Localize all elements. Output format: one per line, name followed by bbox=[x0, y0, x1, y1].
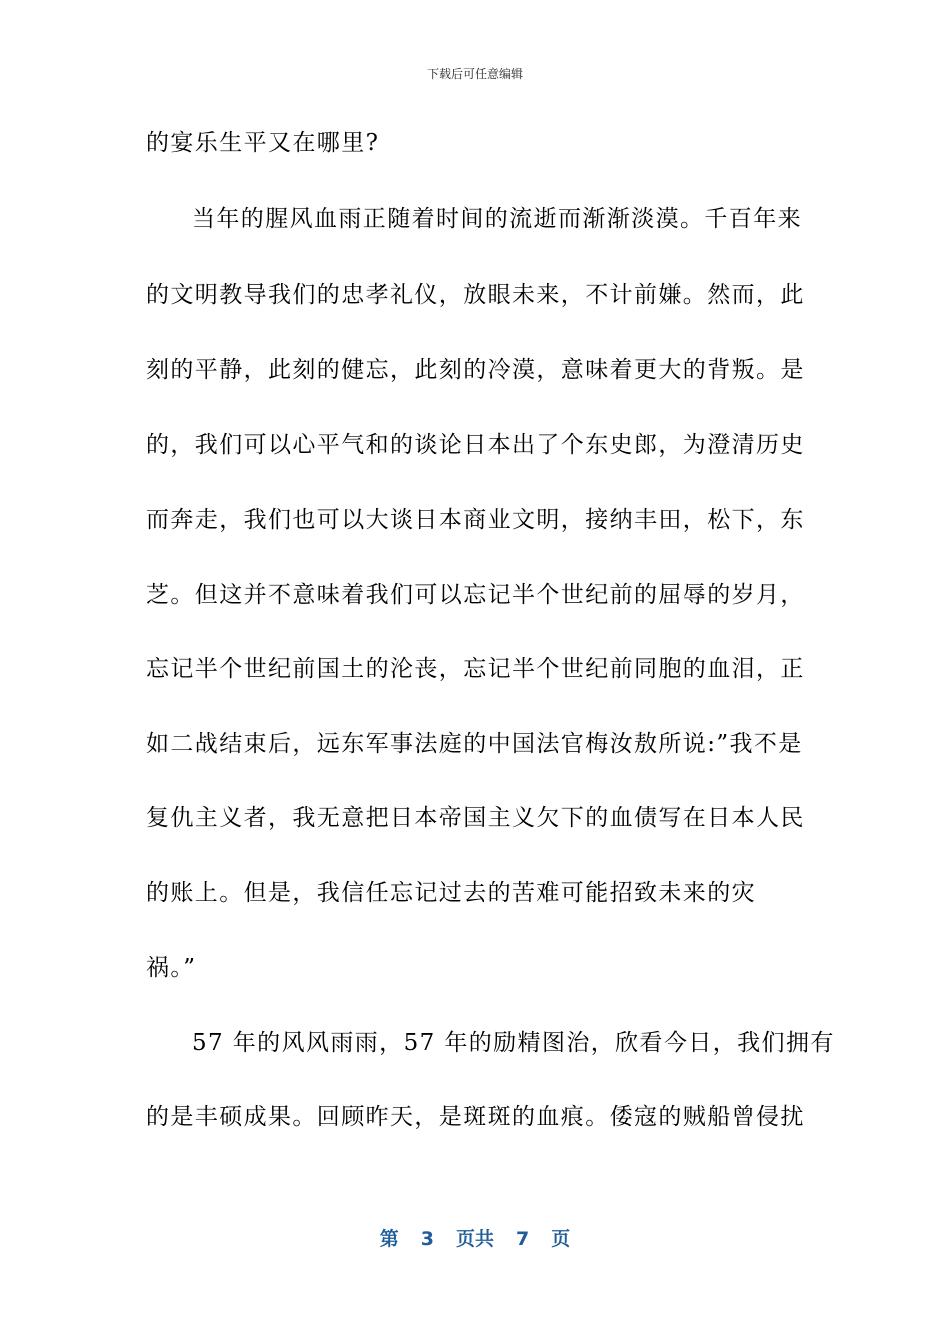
text-line: 忘记半个世纪前国土的沦丧，忘记半个世纪前同胞的血泪，正 bbox=[146, 656, 805, 682]
paragraph-first-line: 57 年的风风雨雨，57 年的励精图治，欣看今日，我们拥有 bbox=[192, 1030, 835, 1056]
text-line: 复仇主义者，我无意把日本帝国主义欠下的血债写在日本人民 bbox=[146, 805, 805, 831]
text-line: 祸。” bbox=[146, 955, 197, 981]
footer-suffix: 页 bbox=[551, 1228, 571, 1250]
paragraph-first-line: 当年的腥风血雨正随着时间的流逝而渐渐淡漠。千百年来 bbox=[192, 206, 802, 232]
text-line: 如二战结束后，远东军事法庭的中国法官梅汝敖所说:”我不是 bbox=[146, 731, 803, 757]
text-line: 的，我们可以心平气和的谈论日本出了个东史郎，为澄清历史 bbox=[146, 432, 805, 458]
text-line: 的文明教导我们的忠孝礼仪，放眼未来，不计前嫌。然而，此 bbox=[146, 282, 805, 308]
text-line: 的是丰硕成果。回顾昨天，是斑斑的血痕。倭寇的贼船曾侵扰 bbox=[146, 1104, 805, 1130]
text-line: 芝。但这并不意味着我们可以忘记半个世纪前的屈辱的岁月， bbox=[146, 582, 805, 608]
page-footer bbox=[0, 1226, 950, 1252]
footer-middle: 页共 bbox=[455, 1228, 494, 1250]
text-line: 的账上。但是，我信任忘记过去的苦难可能招致未来的灾 bbox=[146, 880, 756, 906]
footer-prefix: 第 bbox=[379, 1228, 399, 1250]
current-page-number: 3 bbox=[420, 1228, 434, 1250]
text-line: 的宴乐生平又在哪里? bbox=[146, 130, 380, 156]
header-note: 下载后可任意编辑 bbox=[426, 67, 523, 81]
text-line: 而奔走，我们也可以大谈日本商业文明，接纳丰田，松下，东 bbox=[146, 507, 805, 533]
text-line: 刻的平静，此刻的健忘，此刻的冷漠，意味着更大的背叛。是 bbox=[146, 357, 805, 383]
total-pages-number: 7 bbox=[516, 1228, 530, 1250]
